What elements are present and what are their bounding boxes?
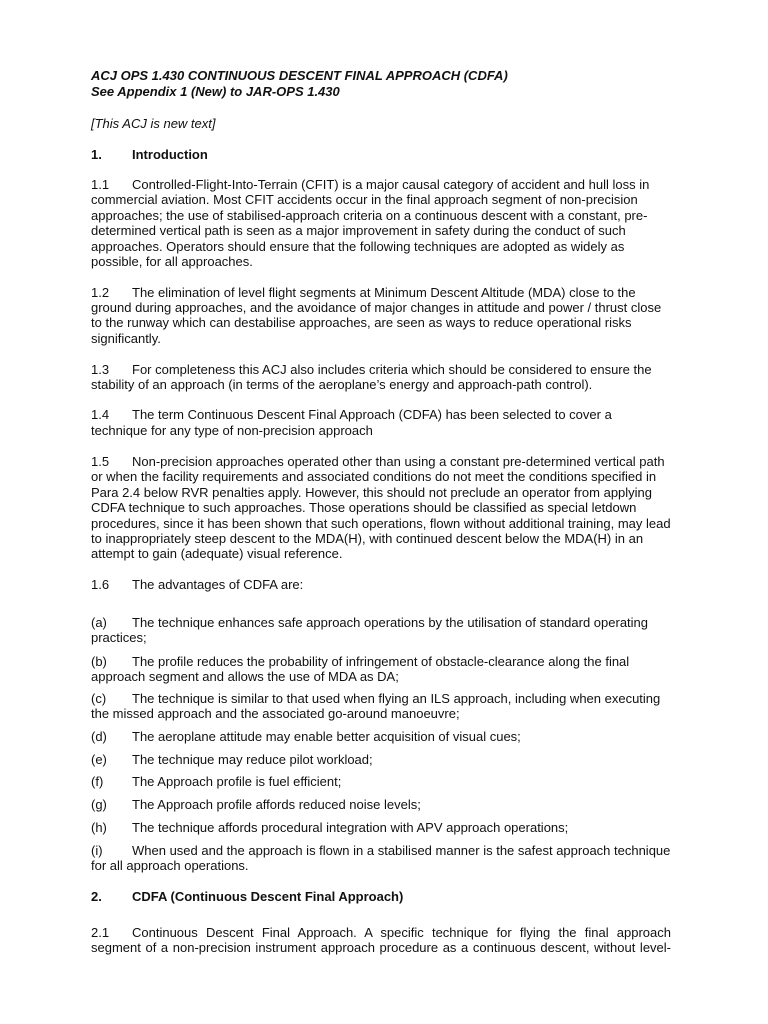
paragraph-line: attempt to gain (adequate) visual reference. [91,546,343,561]
list-item-line: approach segment and allows the use of MDA as DA; [91,669,399,684]
paragraph-line: commercial aviation. Most CFIT accidents occur in the final approach segment of non-precision [91,192,638,207]
section-number: 2. [91,889,102,904]
line-text: The term Continuous Descent Final Approach (CDFA) has been selected to cover a [132,407,612,422]
paragraph-number: 1.3 [91,362,110,377]
section-title: Introduction [132,147,208,162]
paragraph-line: CDFA technique to such approaches. Those operations should be classified as special letdown [91,500,637,515]
paragraph-line: or when the facility requirements and associated conditions do not meet the conditions specified in [91,469,657,484]
paragraph-number: 1.4 [91,407,110,422]
paragraph-line: significantly. [91,331,161,346]
line-text: The profile reduces the probability of infringement of obstacle-clearance along the final [132,654,630,669]
paragraph-line: procedures, since it has been shown that such operations, flown without additional training, may lead [91,516,671,531]
paragraph-number: 1.5 [91,454,110,469]
paragraph-line [91,407,612,422]
list-item-line [91,774,341,789]
paragraph-line: Para 2.4 below RVR penalties apply. However, this should not preclude an operator from applying [91,485,653,500]
line-text: Continuous Descent Final Approach. A specific technique for flying the final approach [132,925,671,940]
document-subtitle: See Appendix 1 (New) to JAR-OPS 1.430 [91,84,340,99]
line-text: The Approach profile affords reduced noise levels; [132,797,421,812]
paragraph-line [91,454,665,469]
section-title: CDFA (Continuous Descent Final Approach) [132,889,404,904]
section-heading-introduction [91,147,208,162]
list-marker: (c) [91,691,107,706]
paragraph-line: segment of a non-precision instrument approach procedure as a continuous descent, without level- [91,940,671,955]
line-text: The technique may reduce pilot workload; [132,752,373,767]
line-text: The technique enhances safe approach operations by the utilisation of standard operating [132,615,649,630]
line-text: The Approach profile is fuel efficient; [132,774,342,789]
new-text-note: [This ACJ is new text] [91,116,216,131]
paragraph-line [91,177,649,192]
paragraph-line: technique for any type of non-precision approach [91,423,373,438]
paragraph-line: possible, for all approaches. [91,254,253,269]
line-text: The technique is similar to that used when flying an ILS approach, including when executing [132,691,661,706]
paragraph-line [91,925,671,940]
line-text: The advantages of CDFA are: [132,577,304,592]
paragraph-line: determined vertical path is seen as a major improvement in safety during the conduct of such [91,223,626,238]
line-text: The aeroplane attitude may enable better acquisition of visual cues; [132,729,521,744]
list-marker: (f) [91,774,104,789]
list-item-line [91,654,629,669]
paragraph-line: approaches. Operators should ensure that the following techniques are adopted as widely as [91,239,625,254]
line-text: Non-precision approaches operated other than using a constant pre-determined vertical path [132,454,665,469]
list-marker: (a) [91,615,107,630]
paragraph-number: 2.1 [91,925,110,940]
paragraph-line: stability of an approach (in terms of the aeroplane’s energy and approach-path control). [91,377,593,392]
list-item-line [91,797,421,812]
line-text: When used and the approach is flown in a stabilised manner is the safest approach technique [132,843,671,858]
section-number: 1. [91,147,102,162]
paragraph-number: 1.2 [91,285,110,300]
paragraph-line [91,362,652,377]
line-text: For completeness this ACJ also includes criteria which should be considered to ensure the [132,362,652,377]
list-item-line [91,615,648,630]
list-marker: (d) [91,729,107,744]
list-item-line [91,843,670,858]
paragraph-number: 1.1 [91,177,110,192]
list-marker: (e) [91,752,107,767]
list-marker: (h) [91,820,107,835]
list-marker: (b) [91,654,107,669]
list-marker: (g) [91,797,107,812]
line-text: Controlled-Flight-Into-Terrain (CFIT) is a major causal category of accident and hull loss in [132,177,650,192]
section-heading-cdfa [91,889,403,904]
list-item-line [91,729,521,744]
paragraph-line: ground during approaches, and the avoidance of major changes in attitude and power / thrust close [91,300,662,315]
paragraph-line: to inappropriately steep descent to the MDA(H), with continued descent below the MDA(H) in an [91,531,644,546]
list-item-line [91,691,660,706]
list-marker: (i) [91,843,103,858]
paragraph-line: approaches; the use of stabilised-approach criteria on a continuous descent with a constant, pre- [91,208,648,223]
paragraph-line [91,285,636,300]
line-text: The technique affords procedural integration with APV approach operations; [132,820,569,835]
paragraph-line [91,577,303,592]
list-item-line: practices; [91,630,147,645]
paragraph-number: 1.6 [91,577,110,592]
paragraph-line: to the runway which can destabilise approaches, are seen as ways to reduce operational risks [91,315,632,330]
list-item-line: the missed approach and the associated go-around manoeuvre; [91,706,460,721]
document-title: ACJ OPS 1.430 CONTINUOUS DESCENT FINAL APPROACH (CDFA) [91,68,508,83]
list-item-line: for all approach operations. [91,858,249,873]
line-text: The elimination of level flight segments at Minimum Descent Altitude (MDA) close to the [132,285,636,300]
list-item-line [91,752,373,767]
list-item-line [91,820,568,835]
